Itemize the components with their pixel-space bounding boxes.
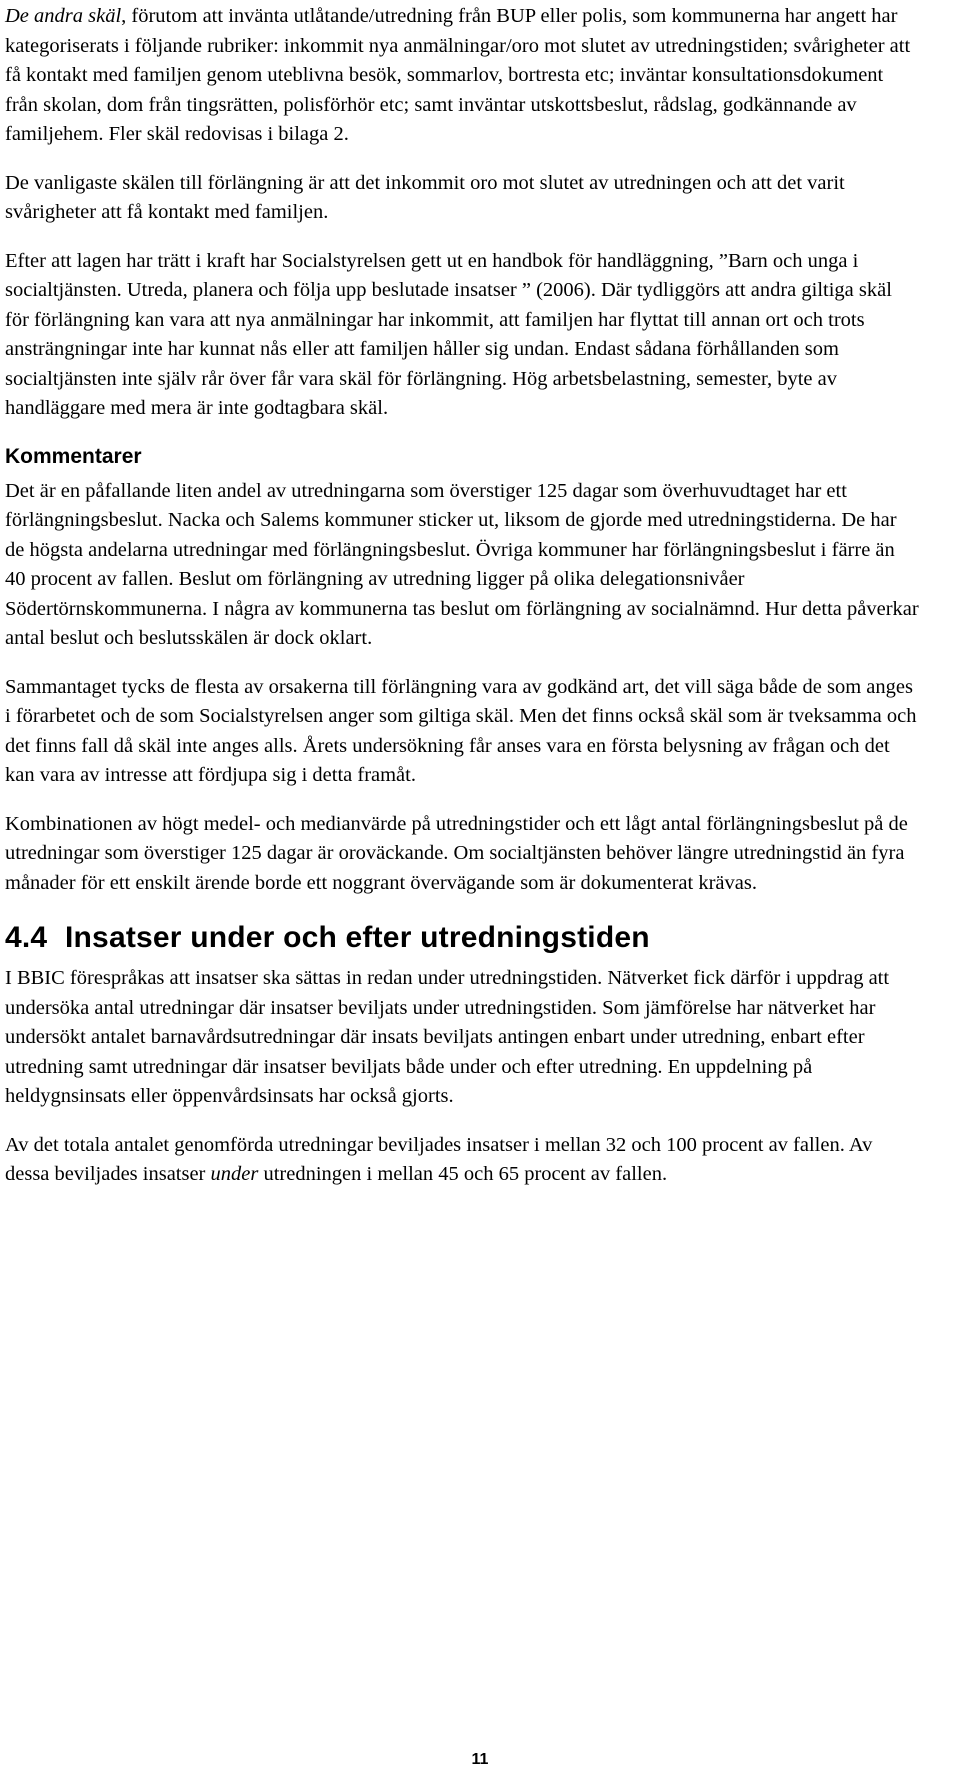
paragraph-summary: Sammantaget tycks de flesta av orsakerna till förlängning vara av godkänd art, det vill säga både de som anges i förarbetet och de som Socialstyrelsen anger som giltiga skäl. Men det finns också skäl som är tveksamma och det finns fall då skäl inte anges alls. Årets undersökning får anses vara en första belysning av frågan och det kan vara av intresse att fördjupa sig i detta framåt. — [5, 675, 917, 786]
section-title: Insatser under och efter utredningstiden — [65, 921, 650, 954]
section-number: 4.4 — [5, 921, 48, 954]
emphasis-under: under — [210, 1163, 259, 1185]
paragraph-comments: Det är en påfallande liten andel av utredningarna som överstiger 125 dagar som överhuvudtaget har ett förlängningsbeslut. Nacka och Salems kommuner sticker ut, liksom de gjorde med utredningstiderna. De har de högsta andelarna utredningar med förlängningsbeslut. Övriga kommuner har förlängningsbeslut i färre än 40 procent av fallen. Beslut om förlängning av utredning ligger på olika delegationsnivåer Södertörnskommunerna. I några av kommunerna tas beslut om förlängning av socialnämnd. Hur detta påverkar antal beslut och beslutsskälen är dock oklart. — [5, 479, 919, 649]
heading-kommentarer: Kommentarer — [5, 444, 142, 468]
paragraph-total-part1: Av det totala antalet genomförda utredningar beviljades insatser i mellan 32 och 100 procent av fallen. Av dessa beviljades insatser — [5, 1133, 873, 1185]
emphasis-de-andra-skal: De andra skäl — [5, 5, 122, 27]
paragraph-handbook: Efter att lagen har trätt i kraft har Socialstyrelsen gett ut en handbok för handläggning, ”Barn och unga i socialtjänsten. Utreda, planera och följa upp beslutade insatser ” (2006). Där tydliggörs att andra giltiga skäl för förlängning kan vara att nya anmälningar har inkommit, att familjen har flyttat till annan ort och trots ansträngningar inte har kunnat nås eller att familjen håller sig undan. Endast sådana förhållanden som socialtjänsten inte själv rår över får vara skäl för förlängning. Hög arbetsbelastning, semester, byte av handläggare med mera är inte godtagbara skäl. — [5, 249, 892, 419]
paragraph-total-part2: utredningen i mellan 45 och 65 procent av fallen. — [258, 1163, 668, 1185]
paragraph-other-reasons — [5, 2, 920, 150]
paragraph-combination: Kombinationen av högt medel- och medianvärde på utredningstider och ett lågt antal förlängningsbeslut på de utredningar som överstiger 125 dagar är oroväckande. Om socialtjänsten behöver längre utredningstid än fyra månader för ett enskilt ärende borde ett noggrant övervägande som är dokumenterat krävas. — [5, 812, 908, 894]
paragraph-total — [5, 1131, 920, 1190]
paragraph-bbic: I BBIC förespråkas att insatser ska sättas in redan under utredningstiden. Nätverket fick därför i uppdrag att undersöka antal utredningar där insatser beviljats under utredningstiden. Som jämförelse har nätverket har undersökt antalet barnavårdsutredningar där insats beviljats antingen enbart under utredning, enbart efter utredning samt utredningar där insatser beviljats både under och efter utredning. En uppdelning på heldygnsinsats eller öppenvårdsinsats har också gjorts. — [5, 967, 890, 1107]
page-number: 11 — [471, 1751, 489, 1768]
paragraph-common-reasons: De vanligaste skälen till förlängning är att det inkommit oro mot slutet av utredningen och att det varit svårigheter att få kontakt med familjen. — [5, 171, 845, 223]
section-heading — [5, 920, 920, 956]
paragraph-other-reasons-text: , förutom att invänta utlåtande/utredning från BUP eller polis, som kommunerna har angett har kategoriserats i följande rubriker: inkommit nya anmälningar/oro mot slutet av utredningstiden; svårigheter att få kontakt med familjen genom uteblivna besök, sommarlov, bortresta etc; inväntar konsultationsdokument från skolan, dom från tingsrätten, polisförhör etc; samt inväntar utskottsbeslut, rådslag, godkännande av familjehem. Fler skäl redovisas i bilaga 2. — [5, 5, 911, 145]
